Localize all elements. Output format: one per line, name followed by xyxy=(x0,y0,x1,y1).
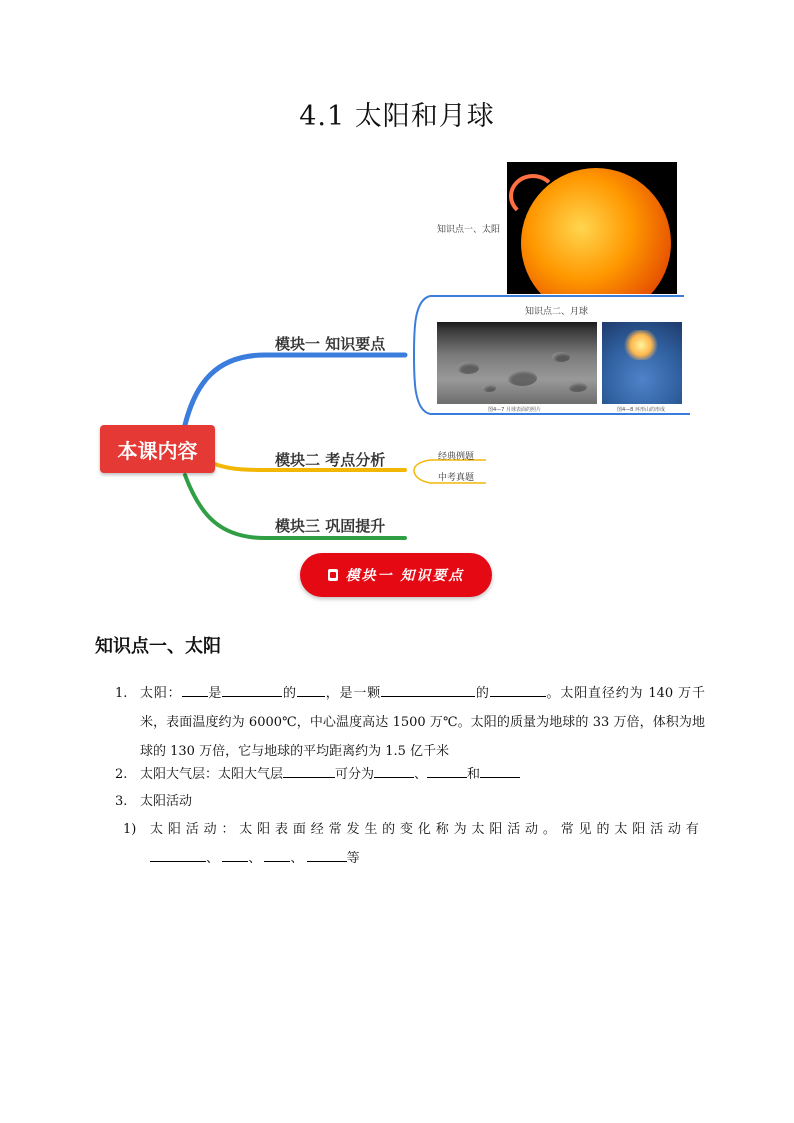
fill-blank[interactable] xyxy=(150,846,206,862)
fill-blank[interactable] xyxy=(264,846,290,862)
fill-blank[interactable] xyxy=(490,681,546,697)
bracket-1 xyxy=(414,296,430,414)
fill-blank[interactable] xyxy=(182,681,208,697)
fill-blank[interactable] xyxy=(381,681,475,697)
list-item-text: 太阳活动 xyxy=(140,794,193,809)
fill-blank[interactable] xyxy=(222,846,248,862)
module-badge xyxy=(300,553,492,597)
fill-blank[interactable] xyxy=(222,681,282,697)
leaf-moon: 知识点二、月球 xyxy=(525,307,589,317)
leaf-classic: 经典例题 xyxy=(438,452,475,462)
fill-blank[interactable] xyxy=(427,762,467,778)
impact-flare xyxy=(624,330,658,360)
list-number: 2. xyxy=(115,767,128,782)
branch-consolidate: 模块三 巩固提升 xyxy=(275,517,386,535)
list-number: 1. xyxy=(115,686,128,701)
sub-list-item-text: 太阳活动：太阳表面经常发生的变化称为太阳活动。常见的太阳活动有、 、 、 等 xyxy=(150,822,702,866)
caption-moon-photo: 图4—7 月球表面的照片 xyxy=(488,407,541,413)
fill-blank[interactable] xyxy=(297,681,325,697)
fill-blank[interactable] xyxy=(480,762,520,778)
sun-image xyxy=(507,162,677,294)
solar-prominence xyxy=(509,174,557,218)
branch-line-1 xyxy=(185,355,405,425)
sub-list-number: 1) xyxy=(123,822,137,837)
fill-blank[interactable] xyxy=(307,846,347,862)
mindmap-root: 本课内容 xyxy=(100,425,215,473)
moon-surface-image xyxy=(437,322,597,404)
fill-blank[interactable] xyxy=(283,762,335,778)
leaf-sun: 知识点一、太阳 xyxy=(437,225,501,235)
list-item-text: 太阳大气层：太阳大气层 可分为 、 和 xyxy=(140,760,705,789)
caption-impact-photo: 图4—8 环形山的形成 xyxy=(617,407,665,413)
section-heading: 知识点一、太阳 xyxy=(95,636,221,657)
branch-analysis: 模块二 考点分析 xyxy=(275,451,386,469)
module-badge-label: 模块一 知识要点 xyxy=(345,568,465,584)
list-item xyxy=(115,787,705,817)
sub-list-item xyxy=(123,815,703,875)
list-number: 3. xyxy=(115,794,128,809)
leaf-exam: 中考真题 xyxy=(438,473,475,483)
crater-formation-image xyxy=(602,322,682,404)
fill-blank[interactable] xyxy=(374,762,414,778)
list-item-text: 太阳： 是 的 ，是一颗 的 。太阳直径约为 140 万千米，表面温度约为 6000℃，中心温度高达 1500 万℃。太阳的质量为地球的 33 万倍，体积为地球的 130 万倍，它与地球的平均距离约为 1.5 亿千米 xyxy=(140,679,705,766)
list-item xyxy=(115,679,705,769)
bracket-2 xyxy=(414,460,430,483)
book-icon xyxy=(328,569,338,581)
branch-knowledge: 模块一 知识要点 xyxy=(275,335,386,353)
page-title: 4.1 太阳和月球 xyxy=(299,101,495,132)
list-item xyxy=(115,760,705,790)
